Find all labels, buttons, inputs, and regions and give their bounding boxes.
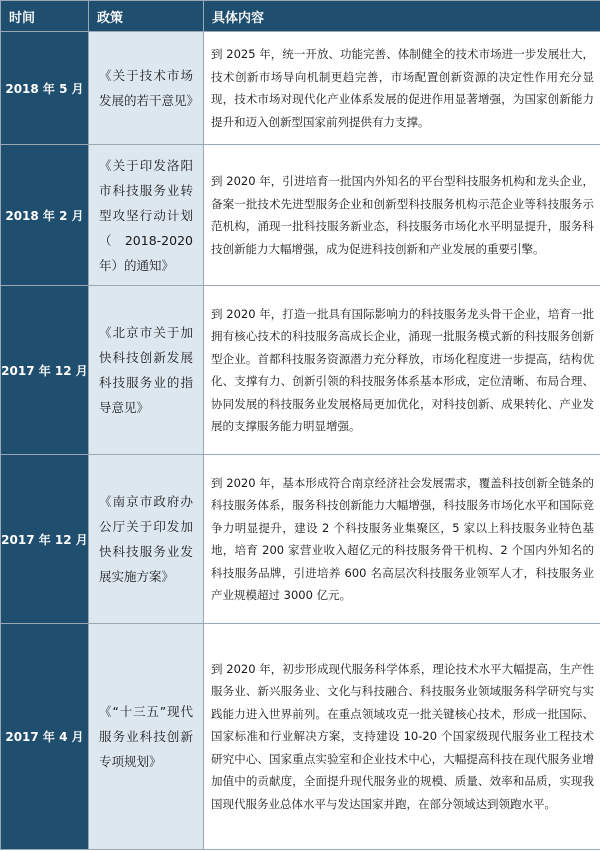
table-row [1,455,600,624]
row-policy: 《北京市关于加快科技创新发展科技服务业的指导意见》 [89,286,204,455]
row-date: 2017 年 12 月 [1,286,89,455]
header-policy: 政策 [89,1,204,32]
row-content: 到 2025 年，统一开放、功能完善、体制健全的技术市场进一步发展壮大，技术创新市场导向机制更趋完善，市场配置创新资源的决定性作用充分显现，技术市场对现代化产业体系发展的促进作用显著增强，为国家创新能力提升和迈入创新型国家前列提供有力支撑。 [204,32,600,145]
row-content: 到 2020 年，打造一批具有国际影响力的科技服务龙头骨干企业，培育一批拥有核心技术的科技服务高成长企业，涌现一批服务模式新的科技服务创新型企业。首都科技服务资源潜力充分释放，市场化程度进一步提高，结构优化、支撑有力、创新引领的科技服务体系基本形成，定位清晰、布局合理、协同发展的科技服务业发展格局更加优化，对科技创新、成果转化、产业发展的支撑服务能力明显增强。 [204,286,600,455]
row-content: 到 2020 年，引进培育一批国内外知名的平台型科技服务机构和龙头企业，备案一批技术先进型服务企业和创新型科技服务机构示范企业等科技服务示范机构，涌现一批科技服务新业态，科技服务市场化水平明显提升，服务科技创新能力大幅增强，成为促进科技创新和产业发展的重要引擎。 [204,145,600,286]
row-date: 2017 年 12 月 [1,455,89,624]
row-content: 到 2020 年，初步形成现代服务科学体系，理论技术水平大幅提高，生产性服务业、新兴服务业、文化与科技融合、科技服务业领域服务科学研究与实践能力进入世界前列。在重点领域攻克一批关键核心技术，形成一批国际、国家标准和行业解决方案，支持建设 10-20 个国家级现代服务业工程技术研究中心、国家重点实验室和企业技术中心，大幅提高科技在现代服务业增加值中的贡献度，全面提升现代服务业的规模、质量、效率和品质，实现我国现代服务业总体水平与发达国家并跑，在部分领域达到领跑水平。 [204,624,600,850]
header-content: 具体内容 [204,1,600,32]
table-header-row [1,1,600,32]
header-time: 时间 [1,1,89,32]
row-date: 2018 年 5 月 [1,32,89,145]
table-row [1,32,600,145]
table-row [1,145,600,286]
row-policy: 《关于技术市场发展的若干意见》 [89,32,204,145]
row-policy: 《“十三五”现代服务业科技创新专项规划》 [89,624,204,850]
row-policy: 《关于印发洛阳市科技服务业转型攻坚行动计划（2018-2020 年）的通知》 [89,145,204,286]
row-content: 到 2020 年，基本形成符合南京经济社会发展需求，覆盖科技创新全链条的科技服务体系，服务科技创新能力大幅增强，科技服务市场化水平和国际竞争力明显提升，建设 2 个科技服务业集聚区，5 家以上科技服务业特色基地，培育 200 家营业收入超亿元的科技服务骨干机构、2 个国内外知名的科技服务品牌，引进培养 600 名高层次科技服务业领军人才，科技服务业产业规模超过 3000 亿元。 [204,455,600,624]
row-date: 2017 年 4 月 [1,624,89,850]
row-policy: 《南京市政府办公厅关于印发加快科技服务业发展实施方案》 [89,455,204,624]
table-row [1,286,600,455]
table-row [1,624,600,850]
row-date: 2018 年 2 月 [1,145,89,286]
